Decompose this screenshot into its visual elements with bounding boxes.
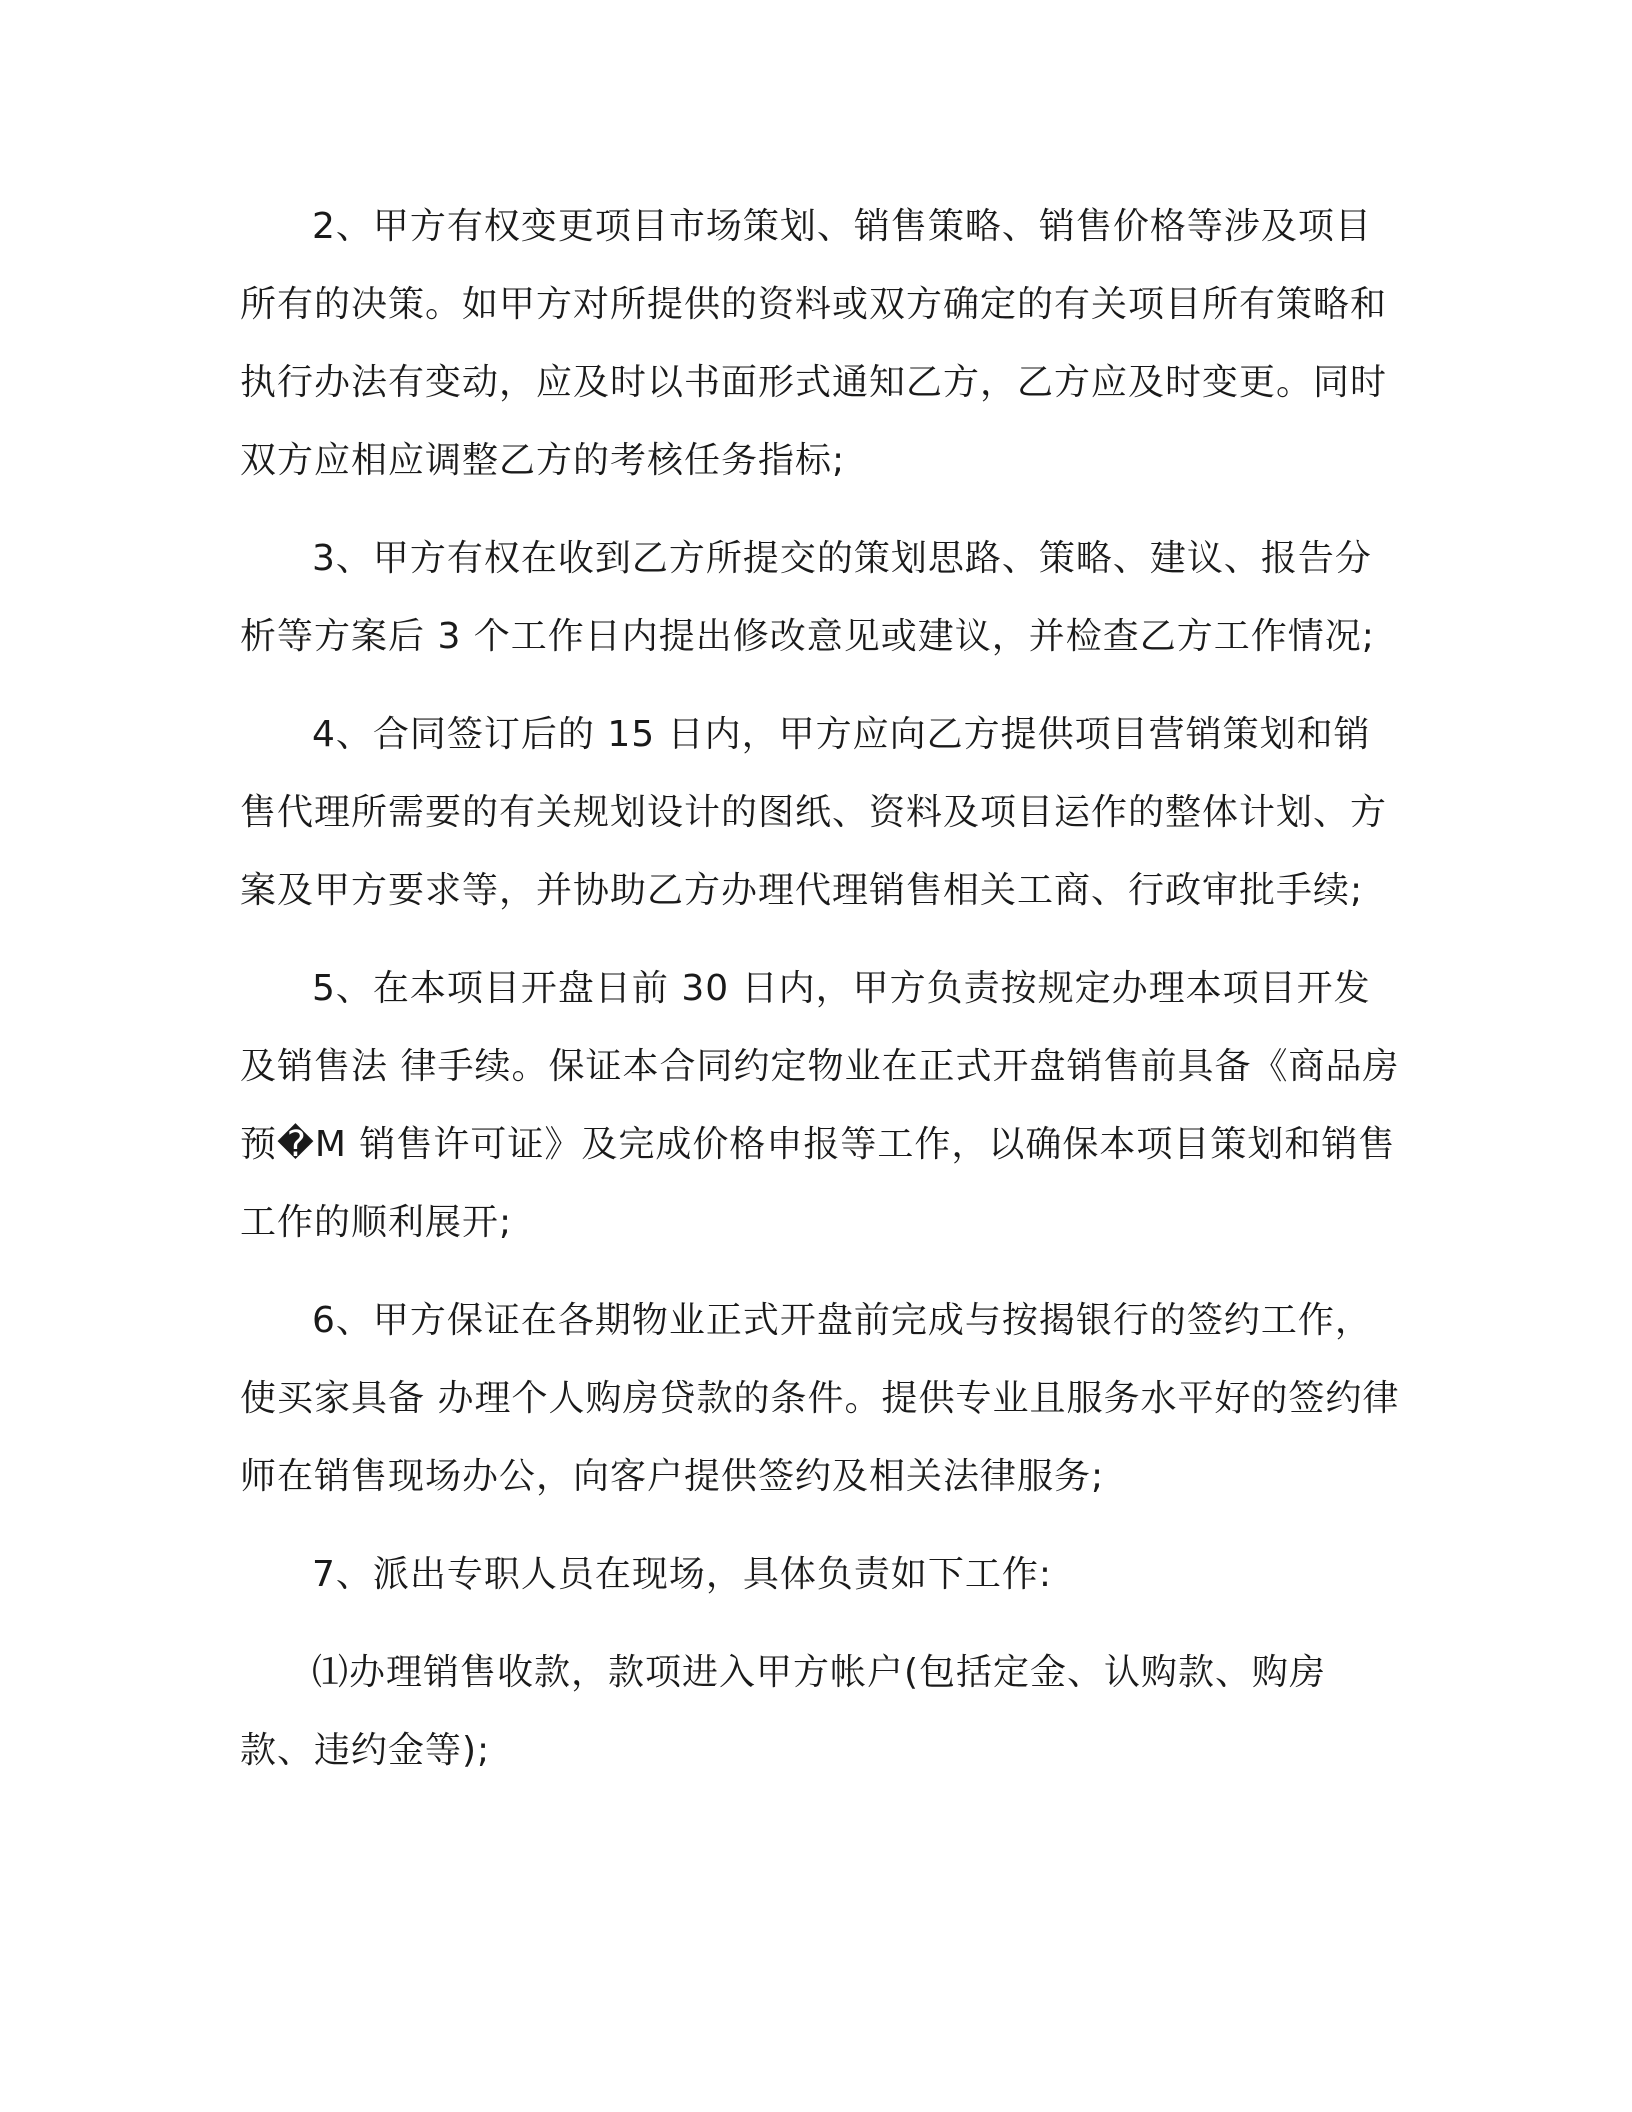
- clause-3-paragraph: 3、甲方有权在收到乙方所提交的策划思路、策略、建议、报告分析等方案后 3 个工作日内提出修改意见或建议，并检查乙方工作情况;: [240, 538, 1375, 657]
- document-body: [240, 188, 1400, 1790]
- clause-4-paragraph: 4、合同签订后的 15 日内，甲方应向乙方提供项目营销策划和销售代理所需要的有关规划设计的图纸、资料及项目运作的整体计划、方案及甲方要求等，并协助乙方办理代理销售相关工商、行政审批手续;: [240, 714, 1388, 911]
- clause-2-paragraph: 2、甲方有权变更项目市场策划、销售策略、销售价格等涉及项目所有的决策。如甲方对所提供的资料或双方确定的有关项目所有策略和执行办法有变动，应及时以书面形式通知乙方，乙方应及时变更。同时双方应相应调整乙方的考核任务指标;: [240, 206, 1388, 481]
- clause-5-paragraph: 5、在本项目开盘日前 30 日内，甲方负责按规定办理本项目开发及销售法 律手续。保证本合同约定物业在正式开盘销售前具备《商品房预�M 销售许可证》及完成价格申报等工作，以确保本项目策划和销售工作的顺利展开;: [240, 968, 1400, 1243]
- clause-7-paragraph: 7、派出专职人员在现场，具体负责如下工作:: [312, 1554, 1053, 1595]
- clause-6-paragraph: 6、甲方保证在各期物业正式开盘前完成与按揭银行的签约工作，使买家具备 办理个人购房贷款的条件。提供专业且服务水平好的签约律师在销售现场办公，向客户提供签约及相关法律服务;: [240, 1300, 1400, 1497]
- clause-7-item-1-paragraph: ⑴办理销售收款，款项进入甲方帐户(包括定金、认购款、购房款、违约金等);: [240, 1652, 1327, 1771]
